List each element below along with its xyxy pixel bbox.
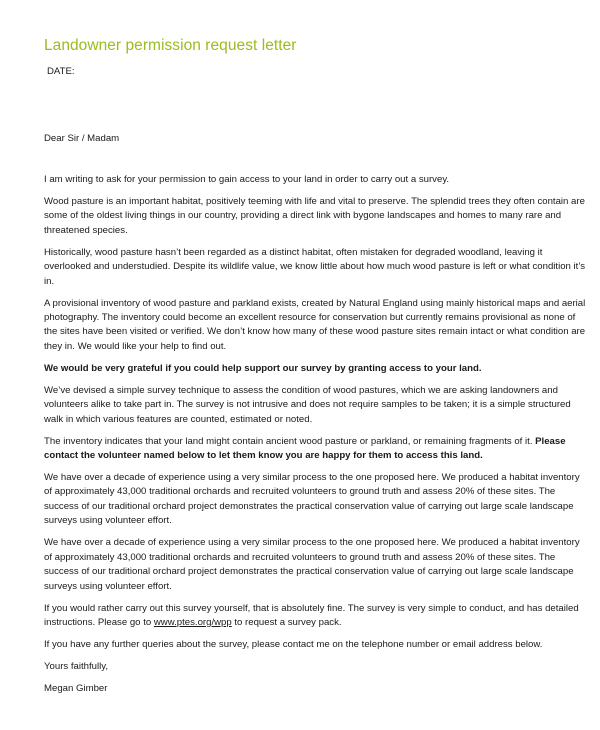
salutation: Dear Sir / Madam (44, 133, 120, 144)
date-label: DATE: (47, 66, 75, 77)
contact-volunteer-text: Please contact the volunteer named below to let them know you are happy for them to access this land. (44, 435, 566, 462)
letter-body (44, 173, 590, 704)
paragraph-experience-duplicate: We have over a decade of experience using a very similar process to the one proposed here. We produced a habitat inventory of approximately 43,000 traditional orchards and recruited volunteers to ground truth and assess 20% of these sites. The success of our traditional orchard project demonstrates the practical conservation value of carrying out large scale landscape surveys using volunteer effort. (44, 537, 580, 592)
signature: Megan Gimber (44, 682, 108, 694)
paragraph-intro: I am writing to ask for your permission to gain access to your land in order to carry out a survey. (44, 174, 450, 185)
paragraph-experience: We have over a decade of experience using a very similar process to the one proposed here. We produced a habitat inventory of approximately 43,000 traditional orchards and recruited volunteers to ground truth and assess 20% of these sites. The success of our traditional orchard project demonstrates the practical conservation value of carrying out large scale landscape surveys using volunteer effort. (44, 472, 580, 527)
paragraph-self-survey (44, 602, 590, 631)
inventory-indication-text: The inventory indicates that your land might contain ancient wood pasture or parkland, or remaining fragments of it. (44, 435, 533, 447)
paragraph-inventory: A provisional inventory of wood pasture and parkland exists, created by Natural England using mainly historical maps and aerial photography. The inventory could become an excellent resource for conservation but currently remains provisional as none of the sites have been visited or verified. We don’t know how many of these wood pasture sites remain intact or what condition are they in. We would like your help to find out. (44, 297, 586, 352)
self-survey-text-end: to request a survey pack. (231, 616, 342, 628)
paragraph-queries: If you have any further queries about the survey, please contact me on the telephone number or email address below. (44, 638, 543, 650)
closing: Yours faithfully, (44, 660, 108, 672)
self-survey-text: If you would rather carry out this survey yourself, that is absolutely fine. The survey is very simple to conduct, and has detailed instructions. Please go to (44, 602, 579, 628)
paragraph-request: We would be very grateful if you could help support our survey by granting access to your land. (44, 362, 482, 374)
paragraph-wood-pasture: Wood pasture is an important habitat, positively teeming with life and vital to preserve. The splendid trees they often contain are some of the oldest living things in our country, providing a direct link with bygone landscapes and homes to many rare and threatened species. (44, 196, 585, 236)
paragraph-survey-technique: We’ve devised a simple survey technique to assess the condition of wood pastures, which we are asking landowners and volunteers alike to take part in. The survey is not intrusive and does not require samples to be taken; it is a simple structured walk in which various features are counted, estimated or noted. (44, 384, 571, 425)
paragraph-history: Historically, wood pasture hasn’t been regarded as a distinct habitat, often mistaken for degraded woodland, leaving it overlooked and understudied. Despite its wildlife value, we know little about how much wood pasture is left or what condition it’s in. (44, 246, 586, 287)
ptes-wpp-link[interactable]: www.ptes.org/wpp (153, 616, 232, 628)
letter-title: Landowner permission request letter (44, 37, 297, 54)
paragraph-contact-volunteer (44, 435, 590, 464)
